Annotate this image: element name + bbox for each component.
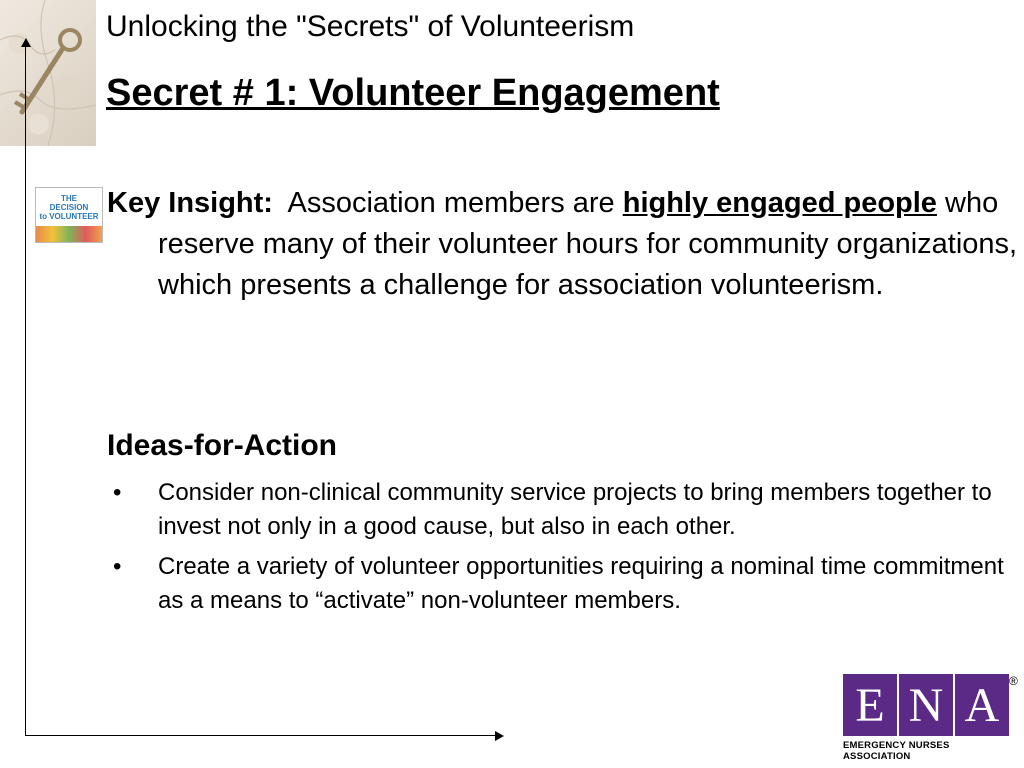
key-insight-highlight: highly engaged people: [622, 187, 937, 219]
horizontal-axis-line: [25, 735, 495, 736]
list-item-text: Consider non-clinical community service projects to bring members together to invest not only in a good cause, but also in each other.: [158, 479, 992, 540]
puzzle-key-image: [0, 0, 96, 146]
logo-tiles: [843, 674, 1009, 736]
list-item: [107, 476, 1017, 544]
slide-subtitle: Unlocking the "Secrets" of Volunteerism: [106, 10, 635, 43]
slide-title: Secret # 1: Volunteer Engagement: [106, 72, 720, 114]
logo-letter-a: A: [955, 674, 1009, 736]
key-insight-text-before: Association members are: [287, 187, 615, 219]
logo-tagline: EMERGENCY NURSES ASSOCIATION: [843, 740, 950, 762]
key-icon: [0, 0, 96, 146]
bullet-icon: •: [113, 553, 122, 580]
book-line-3: to VOLUNTEER: [39, 212, 99, 221]
book-line-1: THE: [61, 194, 77, 203]
ideas-list: [107, 476, 1017, 624]
logo-letter-n: N: [899, 674, 953, 736]
key-insight-text-after: who reserve many of their volunteer hours for community organizations, which presents a challenge for association volunteerism.: [158, 187, 1018, 301]
ena-logo: [843, 674, 1018, 760]
registered-mark: ®: [1009, 674, 1018, 688]
key-insight-paragraph: [107, 183, 1024, 306]
list-item: [107, 550, 1017, 618]
list-item-text: Create a variety of volunteer opportunities requiring a nominal time commitment as a means to “activate” non-volunteer members.: [158, 553, 1004, 614]
axis-arrow-right: [495, 731, 504, 741]
book-cover-image: [35, 187, 103, 243]
book-line-2: DECISION: [49, 203, 89, 212]
vertical-axis-line: [25, 46, 26, 736]
key-insight-label: Key Insight:: [107, 187, 273, 219]
ideas-heading: Ideas-for-Action: [107, 429, 338, 462]
logo-letter-e: E: [843, 674, 897, 736]
raised-hands-graphic: [36, 226, 102, 242]
axis-arrow-up: [21, 38, 31, 47]
bullet-icon: •: [113, 479, 122, 506]
